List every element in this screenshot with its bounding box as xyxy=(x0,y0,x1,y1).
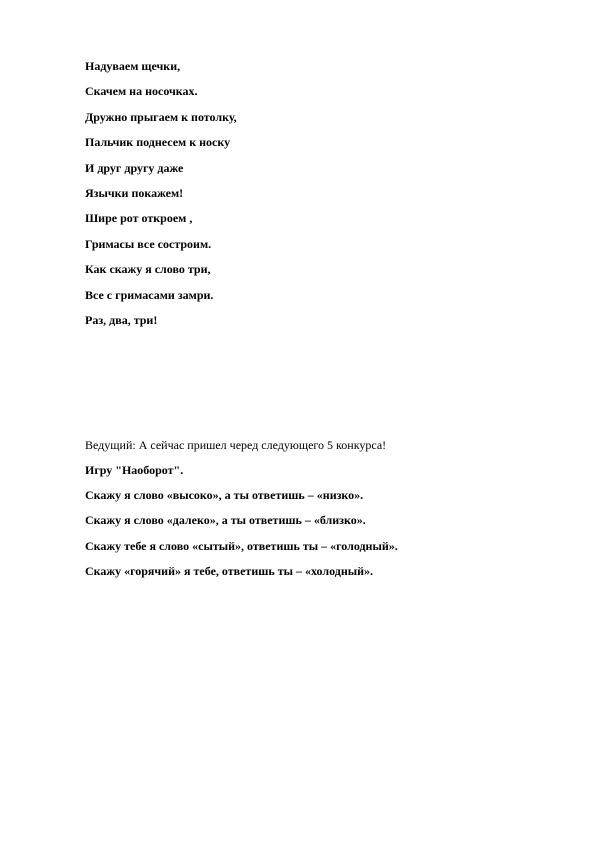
host-intro: Ведущий: А сейчас пришел черед следующего 5 конкурса! xyxy=(85,438,387,452)
poem-line-10: Все с гримасами замри. xyxy=(85,288,214,302)
game-title: Игру "Наоборот". xyxy=(85,463,184,477)
game-line-1: Скажу я слово «высоко», а ты ответишь – «низко». xyxy=(85,488,364,502)
poem-line-4: Пальчик поднесем к носку xyxy=(85,135,231,149)
game-line-3: Скажу тебе я слово «сытый», ответишь ты – «голодный». xyxy=(85,539,398,553)
poem-line-5: И друг другу даже xyxy=(85,161,184,175)
poem-line-2: Скачем на носочках. xyxy=(85,84,198,98)
game-line-4: Скажу «горячий» я тебе, ответишь ты – «холодный». xyxy=(85,564,374,578)
poem-line-9: Как скажу я слово три, xyxy=(85,262,211,276)
poem-line-11: Раз, два, три! xyxy=(85,313,158,327)
game-line-2: Скажу я слово «далеко», а ты ответишь – «близко». xyxy=(85,513,366,527)
poem-line-3: Дружно прыгаем к потолку, xyxy=(85,110,237,124)
poem-line-1: Надуваем щечки, xyxy=(85,59,181,73)
poem-line-6: Язычки покажем! xyxy=(85,186,184,200)
poem-line-7: Шире рот откроем , xyxy=(85,211,193,225)
poem-line-8: Гримасы все состроим. xyxy=(85,237,212,251)
